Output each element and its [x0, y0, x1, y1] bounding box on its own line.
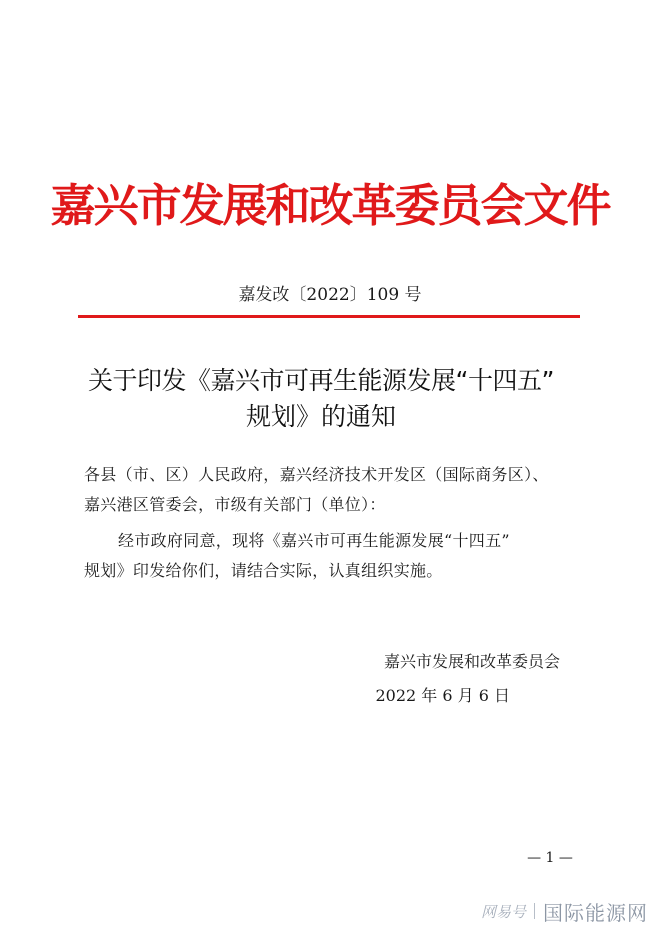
notice-title-line-1: 关于印发《嘉兴市可再生能源发展“十四五”	[88, 366, 554, 395]
body-line-content-1: 经市政府同意，现将《嘉兴市可再生能源发展“十四五”	[118, 531, 510, 550]
page-number: — 1 —	[527, 850, 573, 866]
document-number: 嘉发改〔2022〕109 号	[238, 285, 422, 305]
body-line-recipients-1: 各县（市、区）人民政府，嘉兴经济技术开发区（国际商务区）、	[84, 465, 549, 484]
watermark-brand: 国际能源网	[543, 900, 648, 925]
body-line-content-2: 规划》印发给你们，请结合实际，认真组织实施。	[84, 561, 443, 580]
body-line-recipients-2: 嘉兴港区管委会，市级有关部门（单位）：	[84, 495, 386, 514]
watermark-source-logo: 网易号	[480, 902, 526, 921]
notice-title	[88, 363, 588, 435]
signature-organization: 嘉兴市发展和改革委员会	[383, 652, 560, 671]
notice-title-line-2: 规划》的通知	[246, 402, 397, 431]
document-masthead: 嘉兴市发展和改革委员会文件	[50, 179, 610, 232]
notice-body	[84, 460, 584, 586]
red-divider-line	[78, 315, 580, 318]
watermark-separator	[534, 903, 535, 919]
signature-date: 2022 年 6 月 6 日	[375, 686, 510, 705]
watermark	[481, 896, 648, 926]
